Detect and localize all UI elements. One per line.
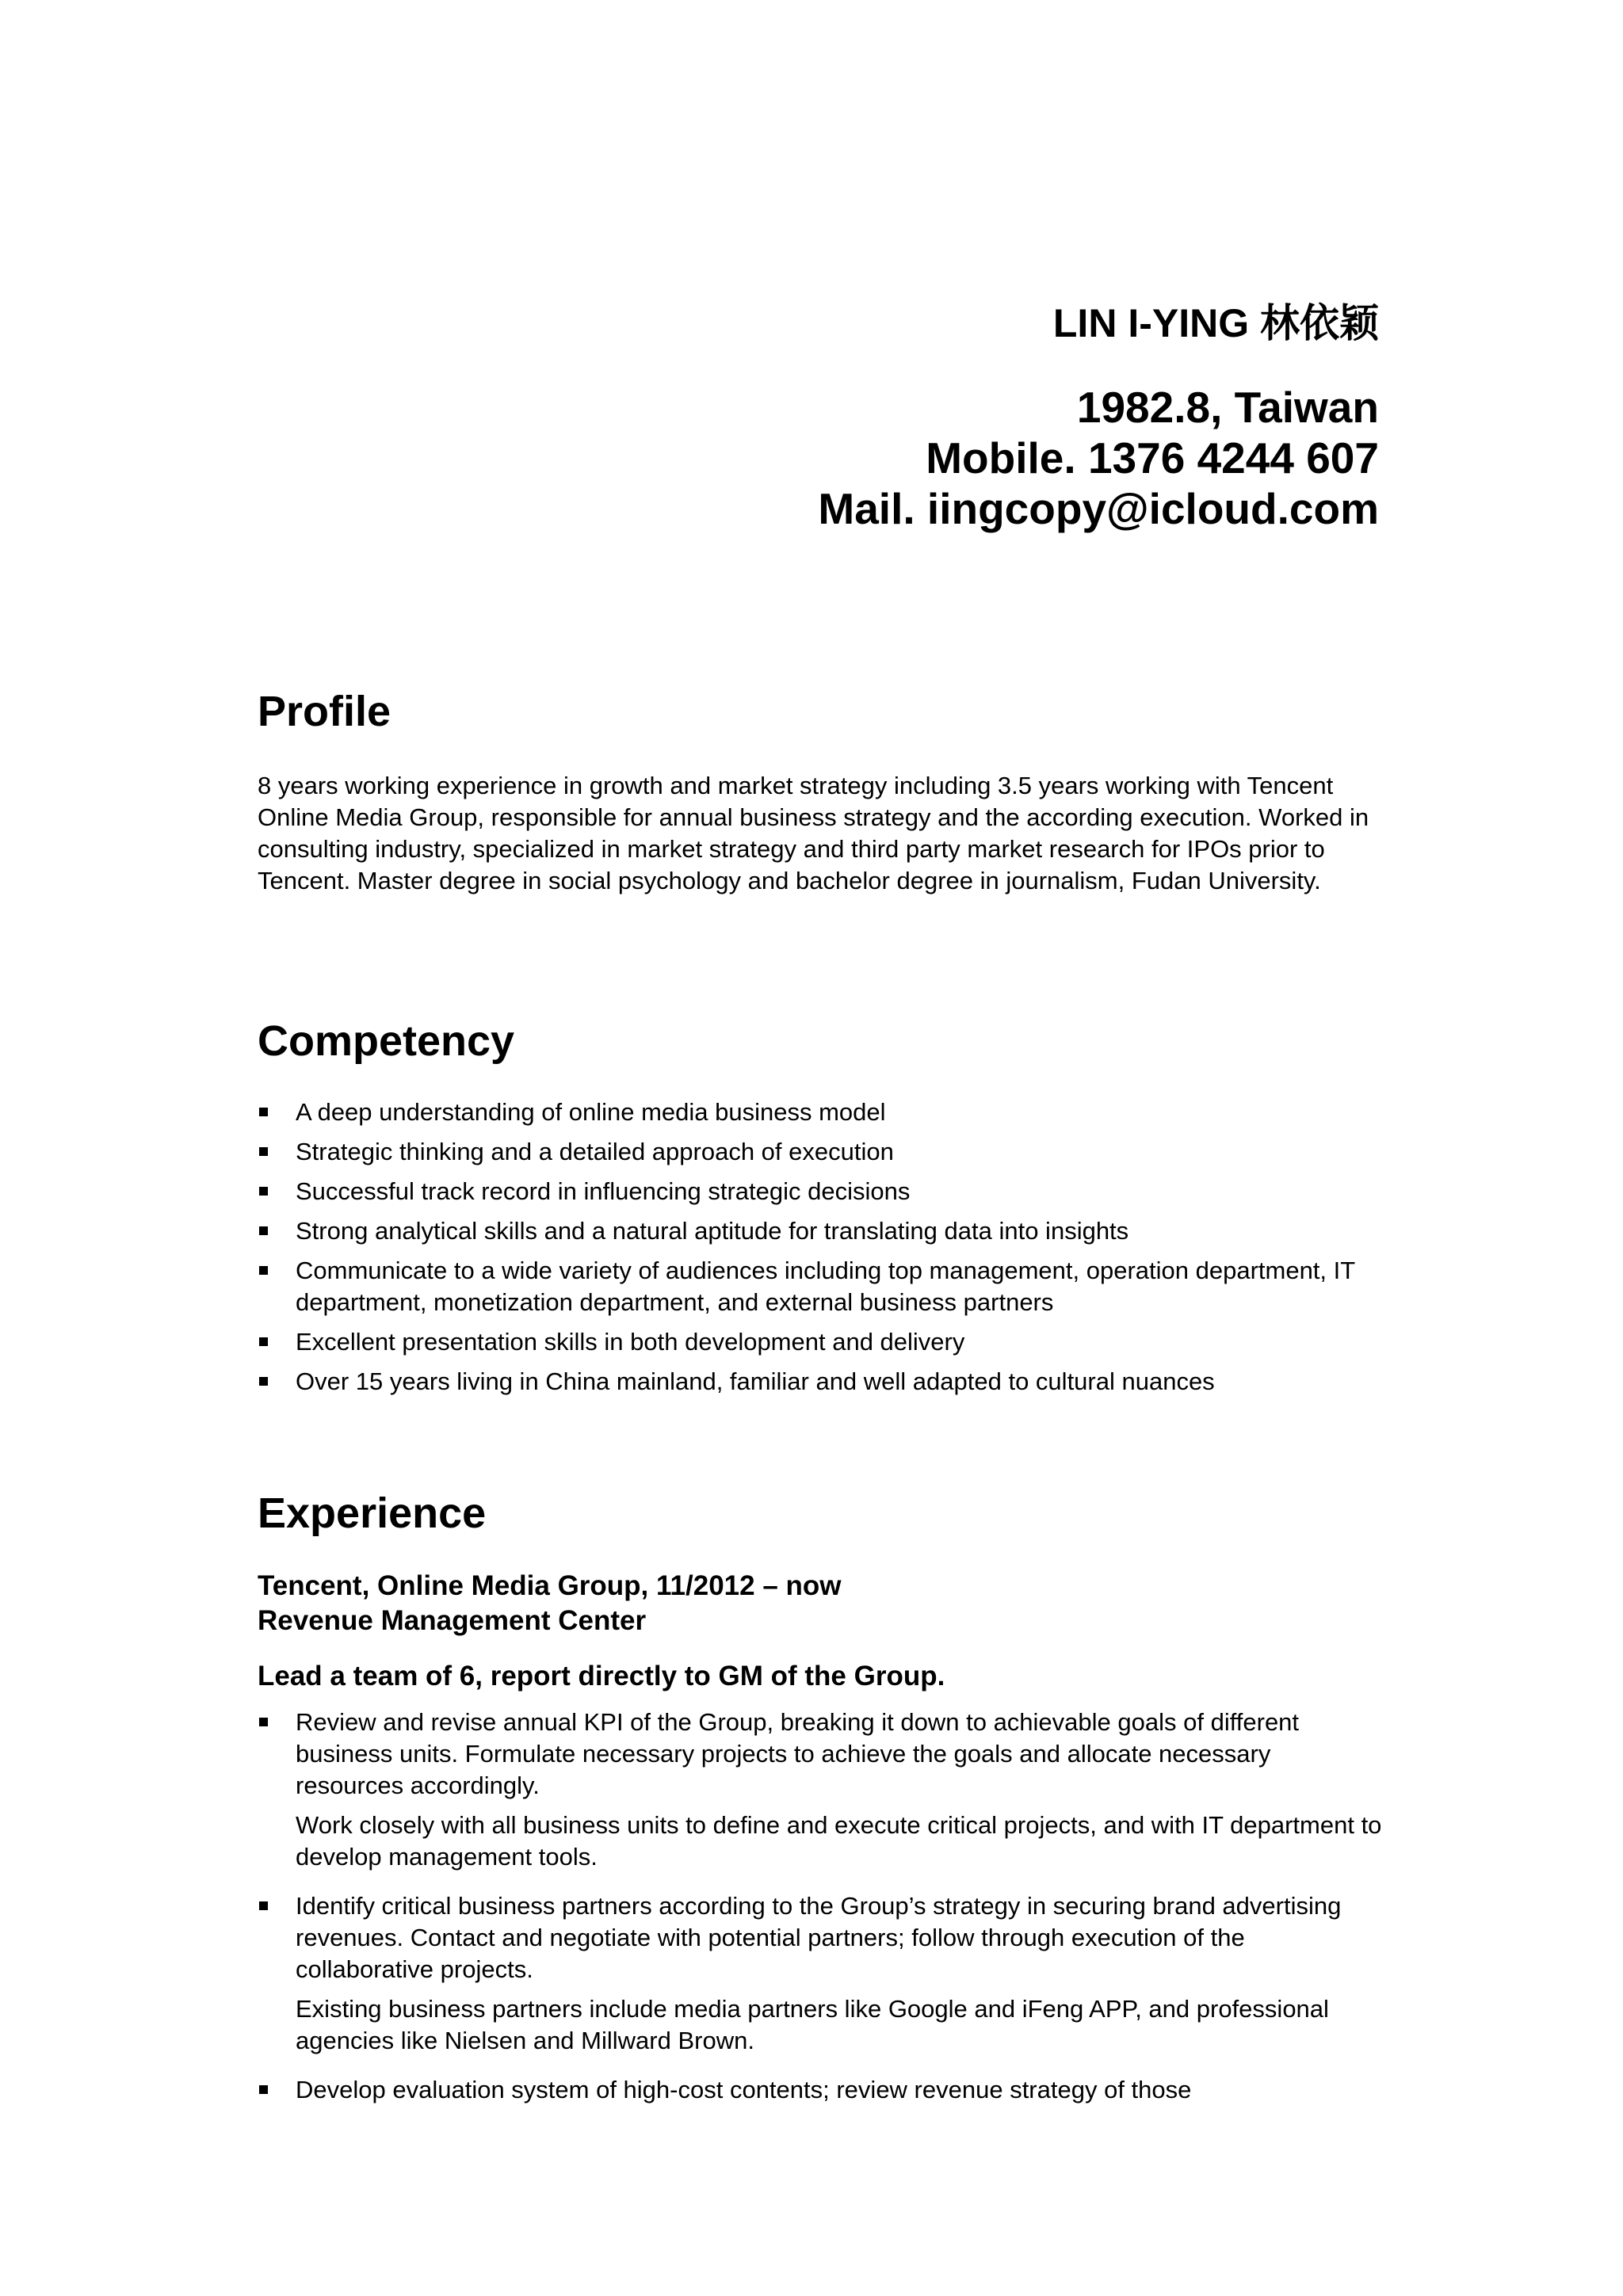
square-bullet-icon — [259, 1187, 268, 1196]
employer-line: Tencent, Online Media Group, 11/2012 – now — [258, 1570, 842, 1601]
square-bullet-icon — [259, 1108, 268, 1116]
list-item-text: Strong analytical skills and a natural aptitude for translating data into insights — [296, 1217, 1129, 1245]
candidate-name: LIN I-YING 林依颖 — [1052, 301, 1379, 345]
list-item-text: Excellent presentation skills in both development and delivery — [296, 1328, 965, 1356]
list-item — [258, 1215, 1383, 1247]
list-item-text: Over 15 years living in China mainland, familiar and well adapted to cultural nuances — [296, 1367, 1215, 1395]
square-bullet-icon — [259, 1226, 268, 1235]
list-item-text: Successful track record in influencing strategic decisions — [296, 1177, 911, 1205]
list-item-text: Identify critical business partners according to the Group’s strategy in securing brand advertising revenues. Contact and negotiate with potential partners; follow through execution of the collaborative projects. — [296, 1892, 1342, 1983]
mobile-info: Mobile. 1376 4244 607 — [926, 433, 1379, 482]
role-summary: Lead a team of 6, report directly to GM of the Group. — [258, 1661, 945, 1691]
list-item-subtext: Work closely with all business units to define and execute critical projects, and with IT department to develop management tools. — [296, 1811, 1382, 1871]
list-item — [258, 1890, 1383, 2057]
experience-list — [258, 1707, 1383, 2123]
square-bullet-icon — [259, 1377, 268, 1386]
profile-text: 8 years working experience in growth and market strategy including 3.5 years working with Tencent Online Media Group, responsible for annual business strategy and the according execution. Worked in consulting industry, specialized in market strategy and third party market research for IPOs prior to Tencent. Master degree in social psychology and bachelor degree in journalism, Fudan University. — [258, 772, 1369, 894]
list-item — [258, 1255, 1383, 1318]
square-bullet-icon — [259, 1337, 268, 1346]
contact-block — [713, 382, 1379, 534]
list-item — [258, 2074, 1383, 2106]
department-line: Revenue Management Center — [258, 1605, 647, 1636]
list-item — [258, 1326, 1383, 1358]
list-item-text: Develop evaluation system of high-cost contents; review revenue strategy of those — [296, 2076, 1192, 2103]
competency-list — [258, 1097, 1383, 1405]
list-item — [258, 1366, 1383, 1398]
square-bullet-icon — [259, 1266, 268, 1275]
list-item-subtext: Existing business partners include media partners like Google and iFeng APP, and professional agencies like Nielsen and Millward Brown. — [296, 1995, 1329, 2054]
square-bullet-icon — [259, 1901, 268, 1910]
mail-info: Mail. iingcopy@icloud.com — [818, 484, 1379, 533]
list-item — [258, 1707, 1383, 1873]
experience-heading: Experience — [258, 1489, 487, 1537]
list-item-text: A deep understanding of online media business model — [296, 1098, 886, 1126]
list-item — [258, 1176, 1383, 1207]
square-bullet-icon — [259, 1147, 268, 1156]
profile-heading: Profile — [258, 688, 391, 735]
list-item — [258, 1136, 1383, 1168]
square-bullet-icon — [259, 2085, 268, 2094]
birth-info: 1982.8, Taiwan — [1076, 383, 1379, 432]
list-item-text: Review and revise annual KPI of the Group, breaking it down to achievable goals of different business units. Formulate necessary projects to achieve the goals and allocate necessary resources accordingly. — [296, 1708, 1300, 1799]
employer-block — [258, 1569, 1383, 1638]
list-item — [258, 1097, 1383, 1128]
list-item-text: Strategic thinking and a detailed approach of execution — [296, 1138, 894, 1165]
competency-heading: Competency — [258, 1017, 515, 1065]
square-bullet-icon — [259, 1718, 268, 1726]
list-item-text: Communicate to a wide variety of audiences including top management, operation department, IT department, monetization department, and external business partners — [296, 1257, 1355, 1316]
